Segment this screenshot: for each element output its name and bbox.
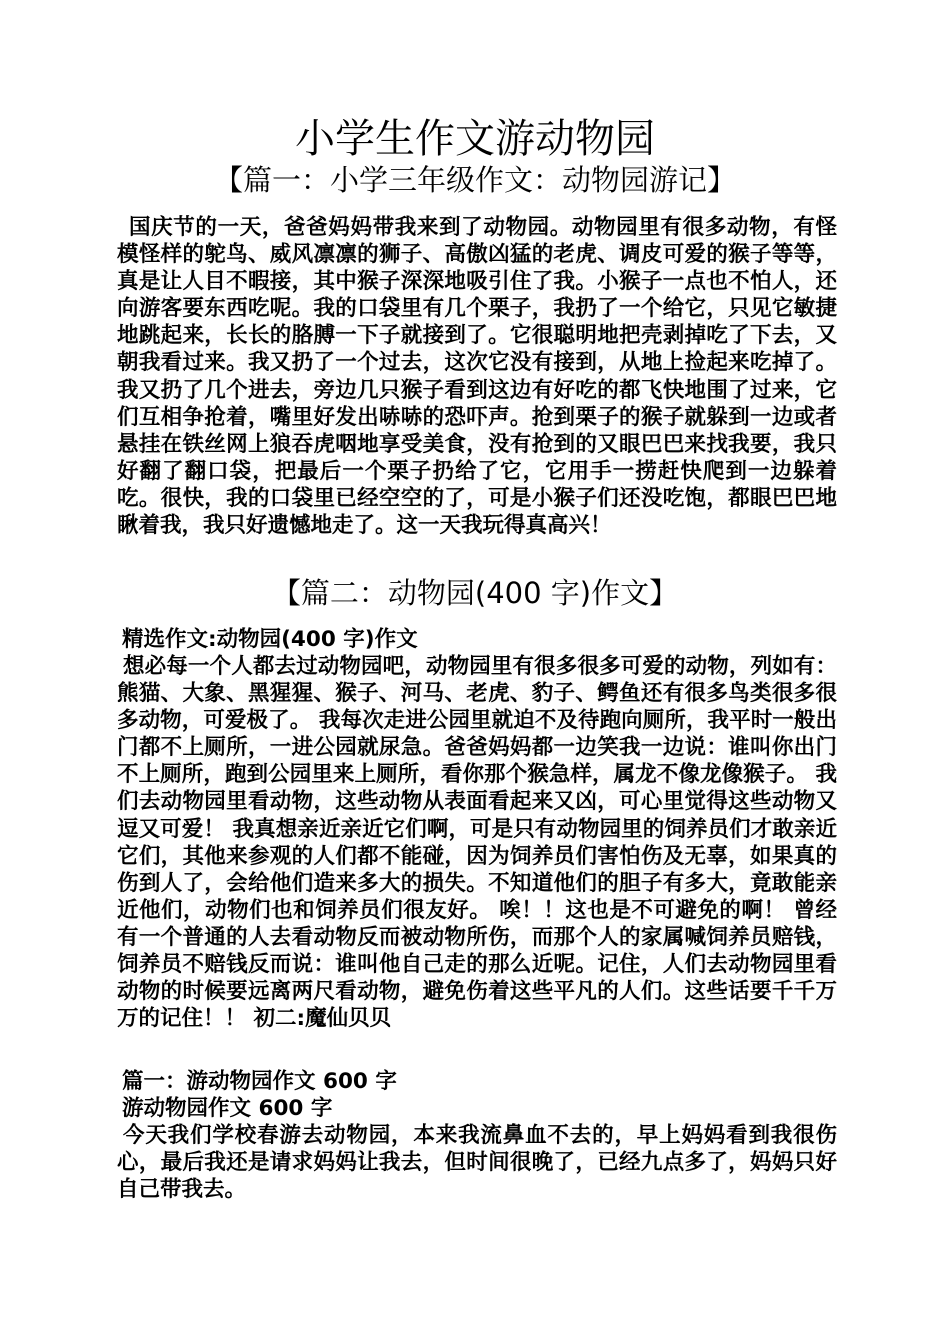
essay1-heading: 【篇一：小学三年级作文：动物园游记】 [213,163,736,197]
essay1-body: 国庆节的一天，爸爸妈妈带我来到了动物园。动物园里有很多动物，有怪模怪样的鸵鸟、威风凛凛的狮子、高傲凶猛的老虎、调皮可爱的猴子等等，真是让人目不暇接，其中猴子深深地吸引住了我。小猴子一点也不怕人，还向游客要东西吃呢。我的口袋里有几个栗子，我扔了一个给它，只见它敏捷地跳起来，长长的胳膊一下子就接到了。它很聪明地把壳剥掉吃了下去，又朝我看过来。我又扔了一个过去，这次它没有接到，从地上捡起来吃掉了。我又扔了几个进去，旁边几只猴子看到这边有好吃的都飞快地围了过来，它们互相争抢着，嘴里好发出哧哧的恐吓声。抢到栗子的猴子就躲到一边或者悬挂在铁丝网上狼吞虎咽地享受美食，没有抢到的又眼巴巴来找我要，我只好翻了翻口袋，把最后一个栗子扔给了它，它用手一捞赶快爬到一边躲着吃。很快，我的口袋里已经空空的了，可是小猴子们还没吃饱，都眼巴巴地瞅着我，我只好遗憾地走了。这一天我玩得真高兴！ [117,215,837,539]
essay2-body: 想必每一个人都去过动物园吧，动物园里有很多很多可爱的动物，列如有：熊猫、大象、黑猩猩、猴子、河马、老虎、豹子、鳄鱼还有很多鸟类很多很多动物，可爱极了。 我每次走进公园里就迫不及待跑向厕所，我平时一般出门都不上厕所，一进公园就尿急。爸爸妈妈都一边笑我一边说：谁叫你出门不上厕所，跑到公园里来上厕所，看你那个猴急样，属龙不像龙像猴子。 我们去动物园里看动物，这些动物从表面看起来又凶，可心里觉得这些动物又逗又可爱！ 我真想亲近亲近它们啊，可是只有动物园里的饲养员们才敢亲近它们，其他来参观的人们都不能碰，因为饲养员们害怕伤及无辜，如果真的伤到人了，会给他们造来多大的损失。不知道他们的胆子有多大，竟敢能亲近他们，动物们也和饲养员们很友好。 唉！！这也是不可避免的啊！ 曾经有一个普通的人去看动物反而被动物所伤，而那个人的家属喊饲养员赔钱，饲养员不赔钱反而说：谁叫他自己走的那么近呢。记住，人们去动物园里看动物的时候要远离两尺看动物，避免伤着这些平凡的人们。这些话要千千万万的记住！！ 初二:魔仙贝贝 [117,654,837,1032]
essay2-label: 精选作文:动物园(400 字)作文 [122,627,418,652]
document-title: 小学生作文游动物园 [295,116,655,162]
essay3-body: 今天我们学校春游去动物园，本来我流鼻血不去的，早上妈妈看到我很伤心，最后我还是请求妈妈让我去，但时间很晚了，已经九点多了，妈妈只好自己带我去。 [117,1123,837,1203]
essay3-label-1: 篇一：游动物园作文 600 字 [122,1069,397,1094]
essay3-label-2: 游动物园作文 600 字 [122,1096,333,1121]
essay2-heading: 【篇二：动物园(400 字)作文】 [271,576,679,610]
